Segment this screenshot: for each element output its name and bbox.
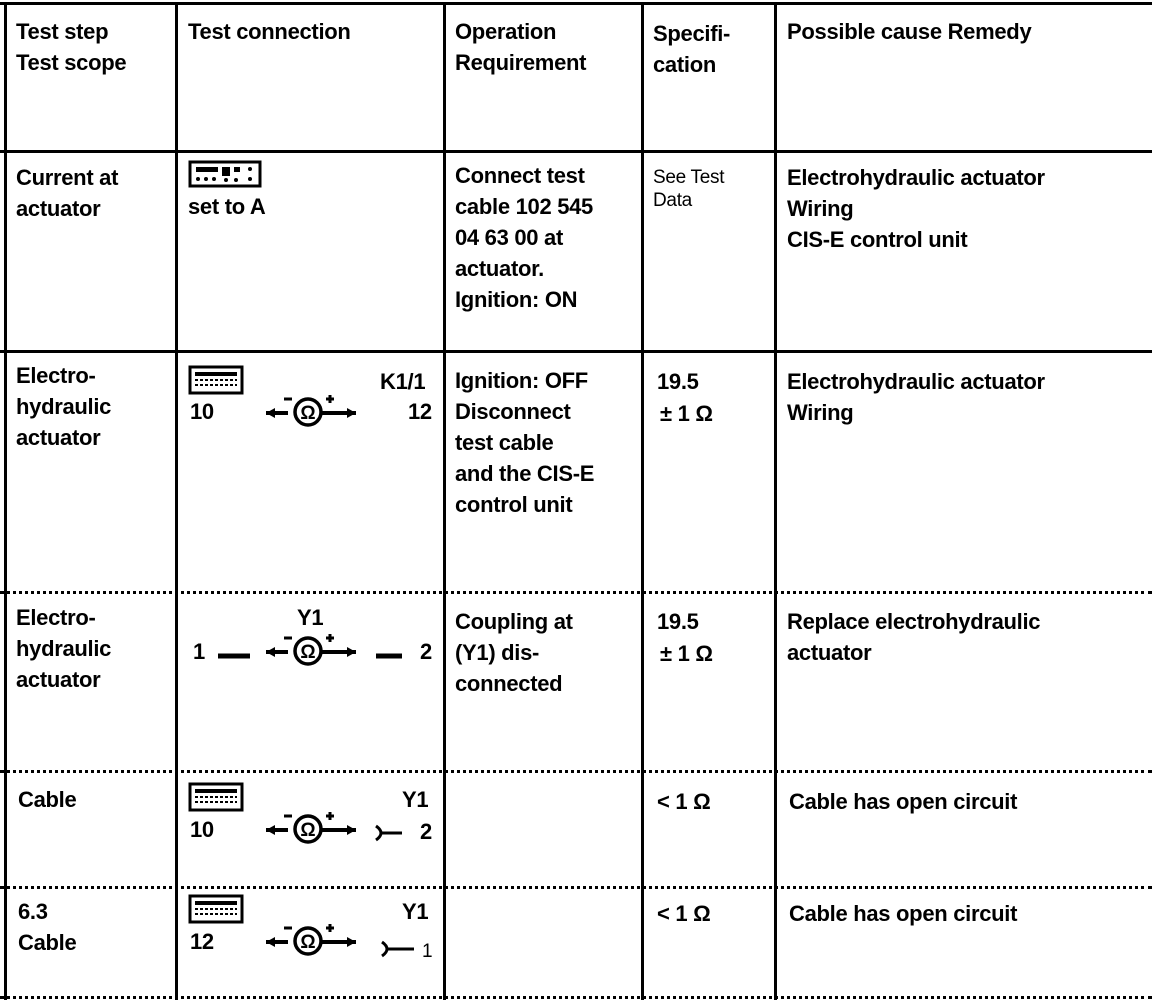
row2-left-pin: 10 [190,399,214,424]
row2-cause: Electrohydraulic actuator Wiring [787,369,1045,425]
ohmmeter-icon [266,632,356,668]
connector-pin-icon [374,648,414,662]
svg-text:Ω: Ω [300,932,316,953]
row2-component: K1/1 [380,369,426,394]
header-specification: Specifi- cation [653,21,731,77]
ohmmeter-icon [266,393,356,429]
row4-scope: Cable [18,787,77,812]
row3-right-pin: 2 [420,639,432,664]
header-possible-cause: Possible cause Remedy [787,19,1032,44]
top-border [0,2,1152,5]
row4-cause: Cable has open circuit [789,789,1018,814]
connector-socket-icon [378,938,418,960]
row4-component: Y1 [402,787,429,812]
row1-cause-1 [787,162,1045,255]
row5-spec: < 1 Ω [657,901,711,926]
row5-right-pin: 1 [422,941,433,962]
row2-bottom-rule [0,591,1152,594]
row4-left-pin: 10 [190,817,214,842]
row1-operation: Connect test cable 102 545 04 63 00 at actuator. Ignition: ON [455,163,593,312]
row2-right-pin: 12 [408,399,432,424]
row1-scope: Current at actuator [16,165,119,221]
ohmmeter-icon [266,922,356,958]
row3-scope: Electro- hydraulic actuator [16,605,112,692]
connector-socket-icon [372,822,412,844]
row3-spec-value: 19.5 [657,609,699,634]
row2-spec-value: 19.5 [657,369,699,394]
row3-spec-tolerance: ± 1 Ω [660,641,713,666]
row1-spec: See Test Data [653,167,725,211]
row3-operation: Coupling at (Y1) dis- connected [455,609,573,696]
tester-box-icon [188,365,244,395]
row3-component: Y1 [297,605,324,630]
svg-text:Ω: Ω [300,642,316,663]
ohmmeter-icon [266,810,356,846]
row5-component: Y1 [402,899,429,924]
row2-spec-tolerance: ± 1 Ω [660,401,713,426]
row1-connection-note: set to A [188,194,266,219]
row4-bottom-rule [0,886,1152,889]
svg-text:Ω: Ω [300,403,316,424]
svg-text:Ω: Ω [300,820,316,841]
row5-cause: Cable has open circuit [789,901,1018,926]
row4-right-pin: 2 [420,819,432,844]
row3-cause: Replace electrohydraulic actuator [787,609,1041,665]
row2-operation: Ignition: OFF Disconnect test cable and the CIS-E control unit [455,368,595,517]
col-divider-3 [443,2,446,1000]
header-operation: Operation Requirement [455,19,587,75]
row3-left-pin: 1 [193,639,205,664]
row5-scope: 6.3 Cable [18,899,77,955]
row5-left-pin: 12 [190,929,214,954]
row4-spec: < 1 Ω [657,789,711,814]
header-test-connection: Test connection [188,19,351,44]
col-divider-2 [175,2,178,1000]
col-divider-4 [641,2,644,1000]
row3-bottom-rule [0,770,1152,773]
col-divider-1 [4,2,7,1000]
connector-pin-icon [212,648,252,662]
row1-cause: Electrohydraulic actuator Wiring CIS-E control unit [787,165,1045,252]
tester-box-icon [188,782,244,812]
row2-scope: Electro- hydraulic actuator [16,363,112,450]
header-bottom-rule [0,150,1152,153]
col-divider-5 [774,2,777,1000]
bottom-rule [0,996,1152,999]
multimeter-display-icon [188,160,262,188]
tester-box-icon [188,894,244,924]
row1-bottom-rule [0,350,1152,353]
header-test-step: Test step Test scope [16,19,127,75]
